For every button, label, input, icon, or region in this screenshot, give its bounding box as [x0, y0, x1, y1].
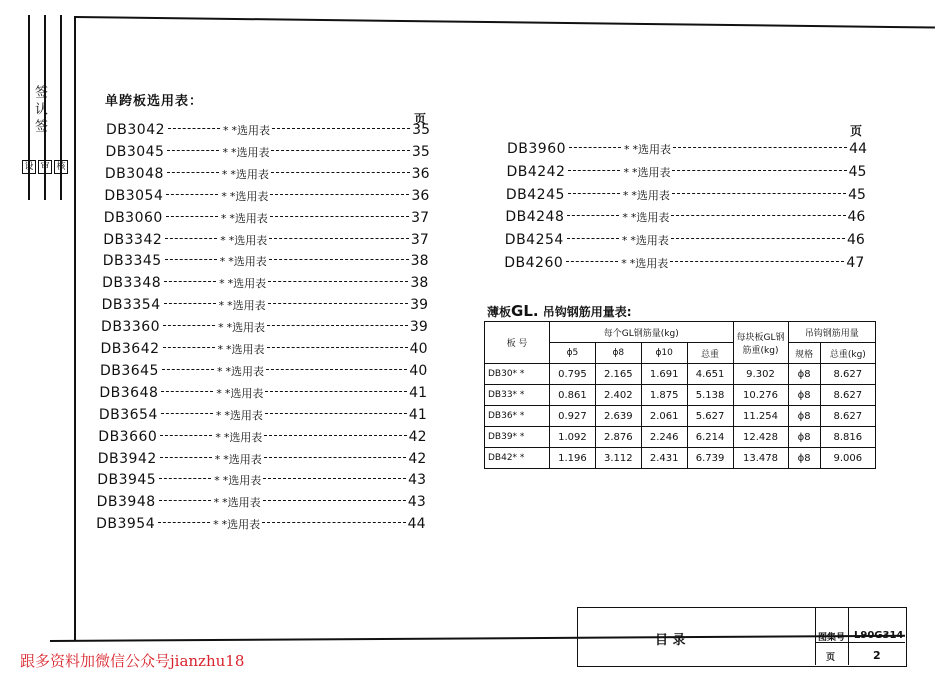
gl-header-per-board: 每块板GL钢筋重(kg)	[733, 322, 788, 364]
toc-page: 37	[411, 209, 429, 226]
gl-table-title	[487, 302, 632, 320]
toc-star: *	[622, 211, 628, 225]
toc-page: 38	[410, 275, 429, 292]
toc-page: 39	[409, 319, 428, 336]
gl-title-suffix: 吊钩钢筋用量表:	[542, 305, 632, 319]
toc-star: *	[221, 167, 228, 181]
toc-page: 44	[849, 141, 867, 157]
binding-box-1: 设	[22, 160, 36, 174]
gl-table-body	[485, 364, 876, 469]
toc-star: *	[624, 143, 630, 156]
gl-cell-c2: 2.165	[595, 364, 641, 385]
toc-label: *选用表	[221, 518, 261, 532]
toc-label: *选用表	[229, 211, 268, 225]
toc-label: *选用表	[230, 145, 270, 159]
frame-left-line	[74, 16, 76, 641]
toc-dash	[159, 478, 211, 479]
toc-dash	[167, 150, 219, 151]
gl-cell-board: 13.478	[733, 448, 788, 469]
toc-star: *	[219, 255, 226, 269]
toc-entry[interactable]	[99, 407, 427, 427]
gl-cell-c1: 0.861	[550, 385, 596, 406]
gl-cell-board: 11.254	[733, 406, 788, 427]
toc-page: 41	[408, 406, 427, 423]
gl-cell-name: DB39* *	[485, 427, 550, 448]
toc-leader	[267, 325, 408, 326]
gl-cell-c1: 1.092	[550, 427, 596, 448]
gl-cell-board: 9.302	[733, 364, 788, 385]
gl-table-row	[485, 427, 876, 448]
toc-label: *选用表	[222, 474, 262, 488]
toc-star: *	[622, 188, 629, 202]
gl-header-c1: ϕ5	[550, 343, 596, 364]
toc-star: *	[222, 145, 228, 159]
toc-entry[interactable]	[102, 297, 428, 317]
toc-page: 46	[846, 232, 865, 249]
toc-code: DB3945	[97, 472, 157, 489]
gl-cell-board: 12.428	[733, 427, 788, 448]
gl-table-row	[485, 448, 876, 469]
toc-label: *选用表	[228, 255, 267, 269]
toc-dash	[160, 435, 212, 436]
toc-dash	[160, 457, 212, 458]
toc-dash	[568, 193, 620, 194]
toc-page: 41	[409, 384, 427, 401]
toc-entry[interactable]	[101, 319, 428, 339]
toc-code: DB4254	[504, 232, 564, 249]
toc-code: DB3345	[102, 253, 162, 270]
toc-label: *选用表	[231, 124, 271, 137]
gl-cell-c4: 5.627	[687, 406, 733, 427]
toc-code: DB3948	[96, 494, 156, 511]
toc-label: *选用表	[632, 143, 672, 156]
gl-title-prefix: 薄板	[487, 305, 512, 319]
toc-star: *	[214, 474, 220, 488]
title-block-set-value: L90G314	[854, 630, 904, 641]
toc-code: DB3342	[103, 231, 163, 248]
gl-header-c2: ϕ8	[595, 343, 641, 364]
toc-page: 43	[408, 472, 426, 489]
toc-code: DB3348	[102, 275, 162, 292]
toc-star: *	[215, 430, 221, 444]
toc-entry[interactable]	[105, 144, 429, 164]
toc-leader	[263, 500, 406, 501]
toc-page: 40	[409, 362, 428, 379]
title-block-set-label: 图集号	[818, 633, 846, 643]
toc-entry[interactable]	[102, 275, 428, 295]
toc-star: *	[217, 343, 224, 356]
toc-label: *选用表	[227, 277, 267, 291]
toc-code: DB3942	[97, 450, 157, 467]
gl-header-row-1	[485, 322, 876, 343]
toc-code: DB3048	[104, 165, 164, 182]
gl-table-row	[485, 385, 876, 406]
toc-code: DB4248	[505, 209, 565, 226]
toc-code: DB3960	[507, 141, 567, 157]
gl-header-name: 板 号	[485, 322, 550, 364]
gl-cell-w: 8.627	[820, 406, 875, 427]
toc-leader	[270, 216, 409, 217]
gl-table	[484, 321, 876, 469]
toc-page: 38	[410, 253, 429, 270]
gl-cell-spec: ϕ8	[788, 406, 820, 427]
toc-label: *选用表	[226, 343, 265, 356]
toc-dash	[569, 147, 621, 148]
toc-label: *选用表	[631, 188, 670, 202]
toc-code: DB3060	[103, 209, 163, 226]
toc-star: *	[218, 321, 224, 335]
gl-cell-c1: 0.795	[550, 364, 596, 385]
gl-cell-name: DB42* *	[485, 448, 550, 469]
toc-star: *	[213, 518, 219, 532]
toc-leader	[265, 391, 407, 392]
toc-entry[interactable]	[507, 141, 867, 161]
toc-entry[interactable]	[105, 166, 430, 186]
gl-cell-c3: 2.431	[641, 448, 687, 469]
toc-leader	[270, 194, 409, 195]
toc-entry[interactable]	[99, 385, 427, 405]
binding-signature: 签 认 签	[32, 85, 47, 133]
toc-label: *选用表	[225, 364, 264, 378]
toc-label: *选用表	[223, 452, 262, 466]
toc-code: DB3642	[100, 341, 160, 357]
toc-dash	[567, 215, 619, 216]
toc-star: *	[216, 386, 222, 400]
toc-page: 44	[407, 516, 426, 533]
gl-cell-w: 8.627	[820, 385, 875, 406]
gl-cell-c3: 1.691	[641, 364, 687, 385]
toc-entry[interactable]	[103, 253, 429, 273]
title-block-page-label: 页	[826, 653, 836, 663]
toc-leader	[271, 172, 410, 173]
toc-label: *选用表	[223, 430, 263, 444]
toc-page: 36	[411, 187, 430, 204]
toc-page: 43	[407, 494, 426, 511]
toc-leader	[672, 193, 846, 194]
title-block-page-value: 2	[873, 649, 881, 662]
toc-label: *选用表	[227, 299, 266, 313]
toc-page: 45	[848, 186, 866, 203]
toc-label: *选用表	[224, 386, 264, 400]
binding-box-3: 核	[54, 160, 68, 174]
toc-code: DB3054	[104, 187, 164, 204]
toc-code: DB3645	[99, 362, 159, 379]
toc-label: *选用表	[222, 496, 261, 510]
toc-star: *	[221, 189, 227, 203]
toc-star: *	[621, 234, 628, 248]
toc-page: 35	[411, 143, 430, 160]
toc-dash	[161, 413, 213, 414]
title-block-name: 目 录	[655, 633, 686, 648]
gl-cell-c3: 2.061	[641, 406, 687, 427]
toc-dash	[168, 128, 220, 129]
gl-header-c4: 总重	[687, 343, 733, 364]
toc-code: DB3360	[101, 319, 161, 336]
toc-label: *选用表	[631, 165, 671, 179]
toc-star: *	[214, 452, 221, 466]
toc-dash	[163, 325, 215, 326]
toc-code: DB4245	[505, 186, 565, 203]
toc-dash	[165, 238, 217, 239]
gl-cell-spec: ϕ8	[788, 385, 820, 406]
toc-star: *	[621, 257, 627, 270]
gl-table-row	[485, 406, 876, 427]
toc-code: DB3042	[106, 122, 166, 138]
toc-code: DB3354	[101, 297, 161, 314]
right-page-header: 页	[850, 124, 863, 138]
toc-leader	[262, 522, 406, 523]
toc-leader	[671, 238, 845, 239]
gl-cell-c2: 2.402	[595, 385, 641, 406]
toc-page: 45	[848, 163, 867, 180]
toc-label: *选用表	[228, 233, 268, 247]
toc-dash	[158, 522, 210, 523]
toc-star: *	[223, 124, 229, 137]
toc-dash	[567, 238, 619, 239]
toc-page: 40	[409, 341, 428, 357]
toc-page: 37	[410, 231, 429, 248]
toc-leader	[268, 281, 408, 282]
toc-entry[interactable]	[97, 472, 426, 492]
toc-dash	[161, 391, 213, 392]
gl-cell-c4: 5.138	[687, 385, 733, 406]
toc-entry[interactable]	[97, 494, 426, 514]
gl-cell-name: DB36* *	[485, 406, 550, 427]
toc-entry[interactable]	[104, 210, 429, 230]
gl-cell-c2: 2.876	[595, 427, 641, 448]
toc-star: *	[218, 299, 225, 313]
title-block-divider-2	[848, 607, 849, 665]
gl-cell-spec: ϕ8	[788, 448, 820, 469]
toc-entry[interactable]	[505, 232, 865, 252]
gl-cell-c1: 0.927	[550, 406, 596, 427]
left-page-header: 页	[414, 112, 427, 126]
toc-label: *选用表	[630, 234, 669, 248]
toc-label: *选用表	[629, 257, 669, 270]
toc-dash	[162, 369, 214, 370]
frame-top-line	[75, 16, 935, 29]
toc-entry[interactable]	[506, 187, 866, 207]
gl-header-hook-group: 吊钩钢筋用量	[788, 322, 876, 343]
gl-cell-c4: 6.214	[687, 427, 733, 448]
toc-leader	[267, 347, 408, 348]
toc-dash	[159, 500, 211, 501]
toc-page: 42	[408, 450, 427, 467]
toc-entry[interactable]	[505, 209, 865, 229]
gl-header-hook-weight: 总重(kg)	[820, 343, 875, 364]
toc-leader	[265, 413, 407, 414]
gl-cell-c4: 6.739	[687, 448, 733, 469]
gl-header-hook-spec: 规格	[788, 343, 820, 364]
toc-entry[interactable]	[506, 164, 866, 184]
toc-code: DB3954	[96, 516, 156, 533]
title-block-divider-1	[815, 607, 816, 665]
toc-label: *选用表	[630, 211, 670, 225]
toc-star: *	[213, 496, 220, 510]
left-list-title: 单跨板选用表：	[105, 94, 204, 109]
toc-entry[interactable]	[504, 255, 864, 275]
gl-cell-c3: 2.246	[641, 427, 687, 448]
gl-cell-c4: 4.651	[687, 364, 733, 385]
toc-code: DB4242	[506, 163, 566, 180]
toc-code: DB3045	[105, 143, 165, 160]
toc-entry[interactable]	[103, 232, 429, 252]
toc-leader	[671, 215, 845, 216]
gl-cell-w: 8.627	[820, 364, 875, 385]
toc-dash	[164, 281, 216, 282]
binding-box-2: 审	[38, 160, 52, 174]
gl-cell-w: 8.816	[820, 427, 875, 448]
toc-code: DB3660	[98, 428, 158, 445]
toc-page: 42	[408, 428, 427, 445]
toc-page: 36	[411, 165, 430, 182]
toc-leader	[269, 238, 409, 239]
gl-header-group: 每个GL钢筋量(kg)	[550, 322, 734, 343]
toc-page: 47	[846, 255, 865, 271]
toc-code: DB4260	[504, 255, 564, 271]
toc-dash	[566, 261, 618, 262]
watermark-text: 跟多资料加微信公众号jianzhu18	[20, 652, 245, 670]
gl-table-row	[485, 364, 876, 385]
toc-entry[interactable]	[100, 363, 427, 383]
toc-leader	[672, 170, 846, 171]
toc-label: *选用表	[224, 408, 263, 422]
toc-dash	[167, 172, 219, 173]
toc-star: *	[220, 233, 226, 247]
toc-label: *选用表	[229, 189, 269, 203]
gl-header-c3: ϕ10	[641, 343, 687, 364]
toc-leader	[673, 147, 847, 148]
gl-title-big: GL.	[511, 302, 539, 320]
toc-star: *	[220, 211, 227, 225]
gl-cell-w: 9.006	[820, 448, 875, 469]
toc-star: *	[219, 277, 225, 291]
toc-entry[interactable]	[98, 429, 426, 449]
toc-leader	[271, 150, 409, 151]
gl-cell-spec: ϕ8	[788, 427, 820, 448]
toc-code: DB3648	[99, 384, 159, 401]
gl-cell-c1: 1.196	[550, 448, 596, 469]
toc-leader	[272, 128, 410, 129]
toc-label: *选用表	[226, 321, 266, 335]
toc-label: *选用表	[230, 167, 269, 181]
toc-leader	[266, 369, 407, 370]
gl-cell-c2: 2.639	[595, 406, 641, 427]
toc-leader	[268, 303, 409, 304]
toc-page: 35	[412, 122, 430, 138]
toc-leader	[670, 261, 844, 262]
toc-page: 46	[847, 209, 866, 226]
gl-cell-c2: 3.112	[595, 448, 641, 469]
toc-entry[interactable]	[101, 341, 428, 361]
toc-leader	[269, 259, 409, 260]
toc-dash	[164, 303, 216, 304]
gl-cell-name: DB33* *	[485, 385, 550, 406]
toc-leader	[264, 457, 407, 458]
toc-star: *	[215, 408, 222, 422]
toc-code: DB3654	[98, 406, 158, 423]
toc-entry[interactable]	[104, 188, 429, 208]
toc-star: *	[623, 165, 629, 179]
toc-page: 39	[410, 297, 428, 314]
toc-dash	[165, 259, 217, 260]
toc-dash	[163, 347, 215, 348]
gl-cell-spec: ϕ8	[788, 364, 820, 385]
gl-cell-name: DB30* *	[485, 364, 550, 385]
toc-leader	[264, 435, 406, 436]
toc-dash	[166, 194, 218, 195]
toc-entry[interactable]	[106, 122, 430, 142]
toc-star: *	[216, 364, 223, 378]
toc-leader	[263, 478, 406, 479]
gl-cell-board: 10.276	[733, 385, 788, 406]
toc-entry[interactable]	[98, 451, 427, 471]
gl-cell-c3: 1.875	[641, 385, 687, 406]
toc-entry[interactable]	[96, 516, 425, 536]
toc-dash	[166, 216, 218, 217]
toc-dash	[568, 170, 620, 171]
